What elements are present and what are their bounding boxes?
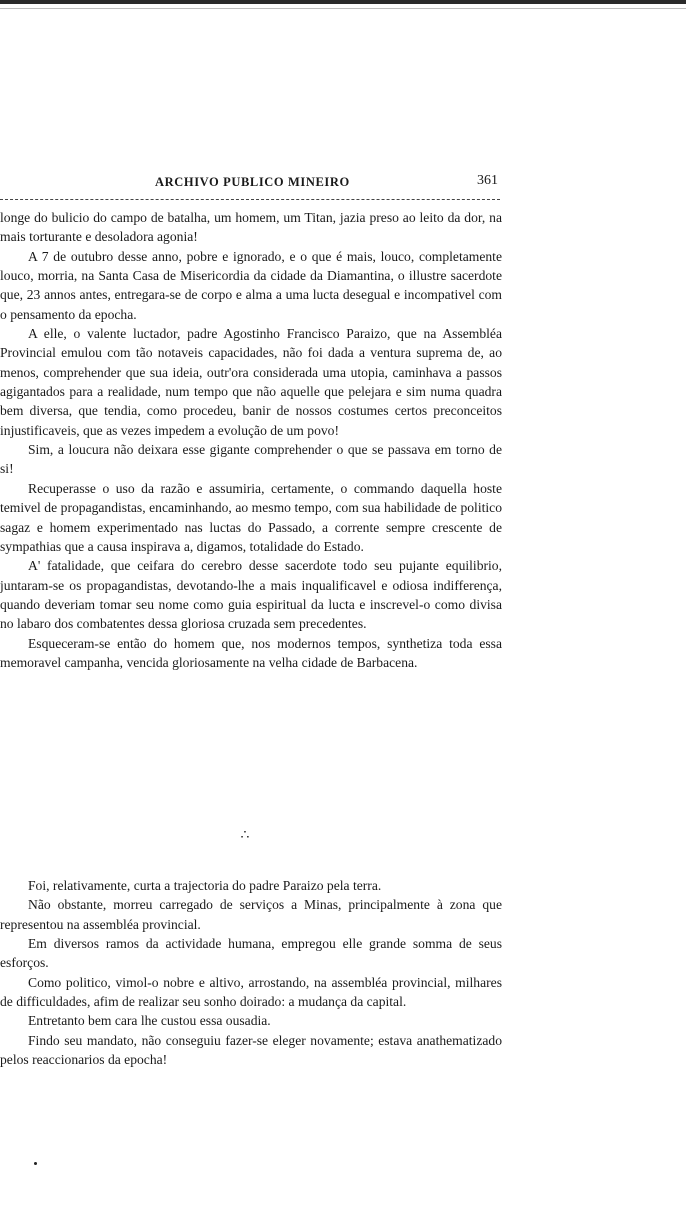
paragraph: Recuperasse o uso da razão e assumiria, certamente, o commando daquella hoste temivel de propagandistas, encaminhando, ao mesmo tempo, com sua habilidade de politico sagaz e homem experimentado nas luctas do Passado, a corrente sempre crescente de sympathias que a causa inspirava a, digamos, totalidade do Estado. [0,480,502,554]
page-top-edge-shadow [0,8,686,9]
paragraph: Sim, a loucura não deixara esse gigante comprehender o que se passava em torno de si! [0,442,502,477]
paragraph: A elle, o valente luctador, padre Agostinho Francisco Paraizo, que na Assembléa Provincial emulou com tão notaveis capacidades, não foi dada a ventura suprema de, ao menos, comprehender que sua ideia, outr'ora considerada uma utopia, caminhava a passos agigantados para a realidade, num tempo que não aquelle que pelejara e sim numa quadra bem diversa, que tendia, como procedeu, banir de nossos costumes certos preconceitos injustificaveis, que as vezes impedem a evolução de um povo! [0,326,502,438]
paragraph: Findo seu mandato, não conseguiu fazer-se eleger novamente; estava anathematizado pelos reaccionarios da epocha! [0,1032,502,1068]
paragraph: longe do bulicio do campo de batalha, um homem, um Titan, jazia preso ao leito da dor, na mais torturante e desoladora agonia! [0,210,502,245]
paragraph: Não obstante, morreu carregado de serviços a Minas, principalmente à zona que representou na assembléa provincial. [0,897,502,932]
section-separator: ∴ [240,828,252,843]
running-title: ARCHIVO PUBLICO MINEIRO [155,175,350,189]
paragraph: A 7 de outubro desse anno, pobre e ignorado, e o que é mais, louco, completamente louco, morria, na Santa Casa de Misericordia da cidade da Diamantina, o illustre sacerdote que, 23 annos antes, entregara-se de corpo e alma a uma lucta desegual e incompativel com o pensamento da epocha. [0,248,502,322]
text-section-2 [0,876,502,1069]
header-rule [0,199,500,200]
paragraph: Foi, relativamente, curta a trajectoria do padre Paraizo pela terra. [28,878,382,893]
text-section-1 [0,208,502,672]
paragraph: Entretanto bem cara lhe custou essa ousadia. [28,1013,271,1029]
page-number: 361 [477,173,498,188]
page-top-edge [0,0,686,4]
ink-speck [34,1162,37,1165]
running-header [0,175,686,195]
paragraph: Como politico, vimol-o nobre e altivo, arrostando, na assembléa provincial, milhares de difficuldades, afim de realizar seu sonho doirado: a mudança da capital. [0,974,502,1010]
paragraph: A' fatalidade, que ceifara do cerebro desse sacerdote todo seu pujante equilibrio, juntaram-se os propagandistas, devotando-lhe a mais inqualificavel e odiosa indifferença, quando deveriam tomar seu nome como guia espiritual da lucta e inscrevel-o como divisa no labaro dos combatentes dessa gloriosa cruzada sem precedentes. [0,558,502,632]
paragraph: Esqueceram-se então do homem que, nos modernos tempos, synthetiza toda essa memoravel campanha, vencida gloriosamente na velha cidade de Barbacena. [0,635,502,670]
paragraph: Em diversos ramos da actividade humana, empregou elle grande somma de seus esforços. [0,936,502,971]
